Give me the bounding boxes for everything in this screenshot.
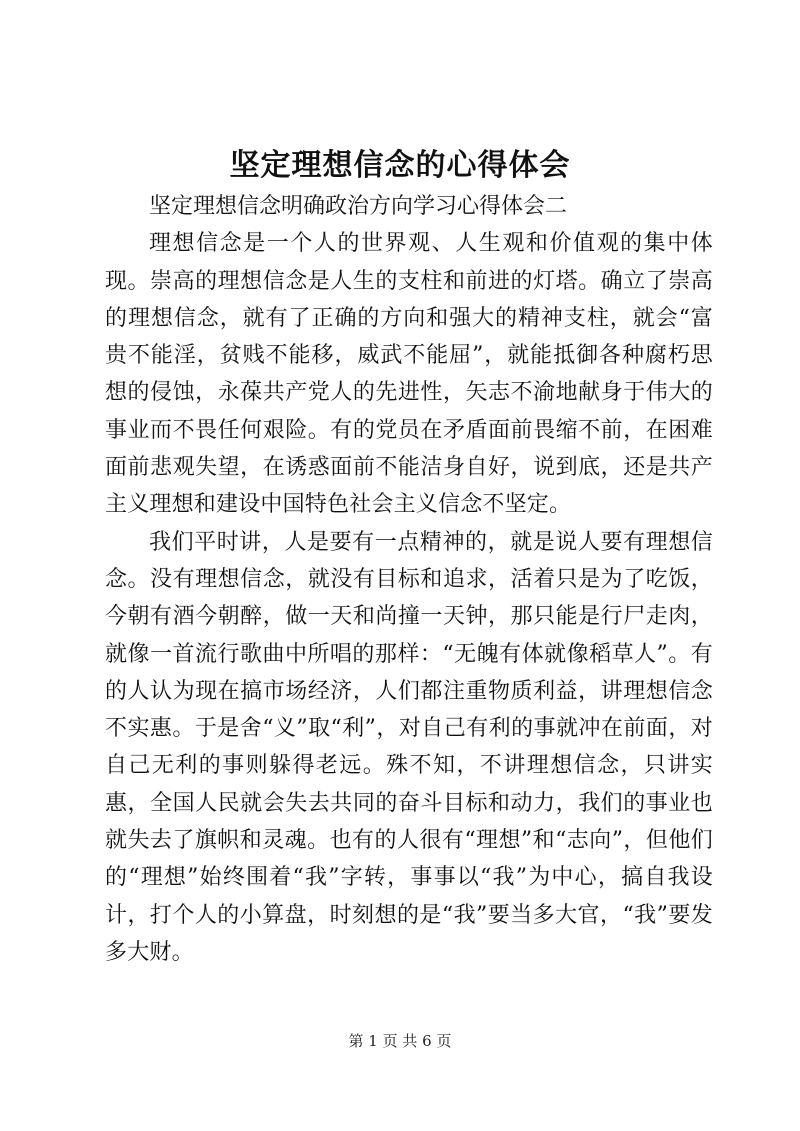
paragraph-2: 我们平时讲，人是要有一点精神的，就是说人要有理想信念。没有理想信念，就没有目标和追求，活着只是为了吃饭，今朝有酒今朝醉，做一天和尚撞一天钟，那只能是行尸走肉，就像一首流行歌曲中所唱的那样：“无魄有体就像稻草人”。有的人认为现在搞市场经济，人们都注重物质利益，讲理想信念不实惠。于是舍“义”取“利”，对自己有利的事就冲在前面，对自己无利的事则躲得老远。殊不知，不讲理想信念，只讲实惠，全国人民就会失去共同的奋斗目标和动力，我们的事业也就失去了旗帜和灵魂。也有的人很有“理想”和“志向”，但他们的“理想”始终围着“我”字转，事事以“我”为中心，搞自我设计，打个人的小算盘，时刻想的是“我”要当多大官，“我”要发多大财。 (105, 529, 713, 965)
document-subtitle: 坚定理想信念明确政治方向学习心得体会二 (149, 194, 568, 219)
document-body (105, 188, 713, 971)
paragraph-1: 理想信念是一个人的世界观、人生观和价值观的集中体现。崇高的理想信念是人生的支柱和前进的灯塔。确立了崇高的理想信念，就有了正确的方向和强大的精神支柱，就会“富贵不能淫，贫贱不能移，威武不能屈”，就能抵御各种腐朽思想的侵蚀，永葆共产党人的先进性，矢志不渝地献身于伟大的事业而不畏任何艰险。有的党员在矛盾面前畏缩不前，在困难面前悲观失望，在诱惑面前不能洁身自好，说到底，还是共产主义理想和建设中国特色社会主义信念不坚定。 (105, 231, 713, 518)
document-title: 坚定理想信念的心得体会 (229, 148, 571, 183)
page-footer: 第 1 页 共 6 页 (348, 1032, 452, 1050)
